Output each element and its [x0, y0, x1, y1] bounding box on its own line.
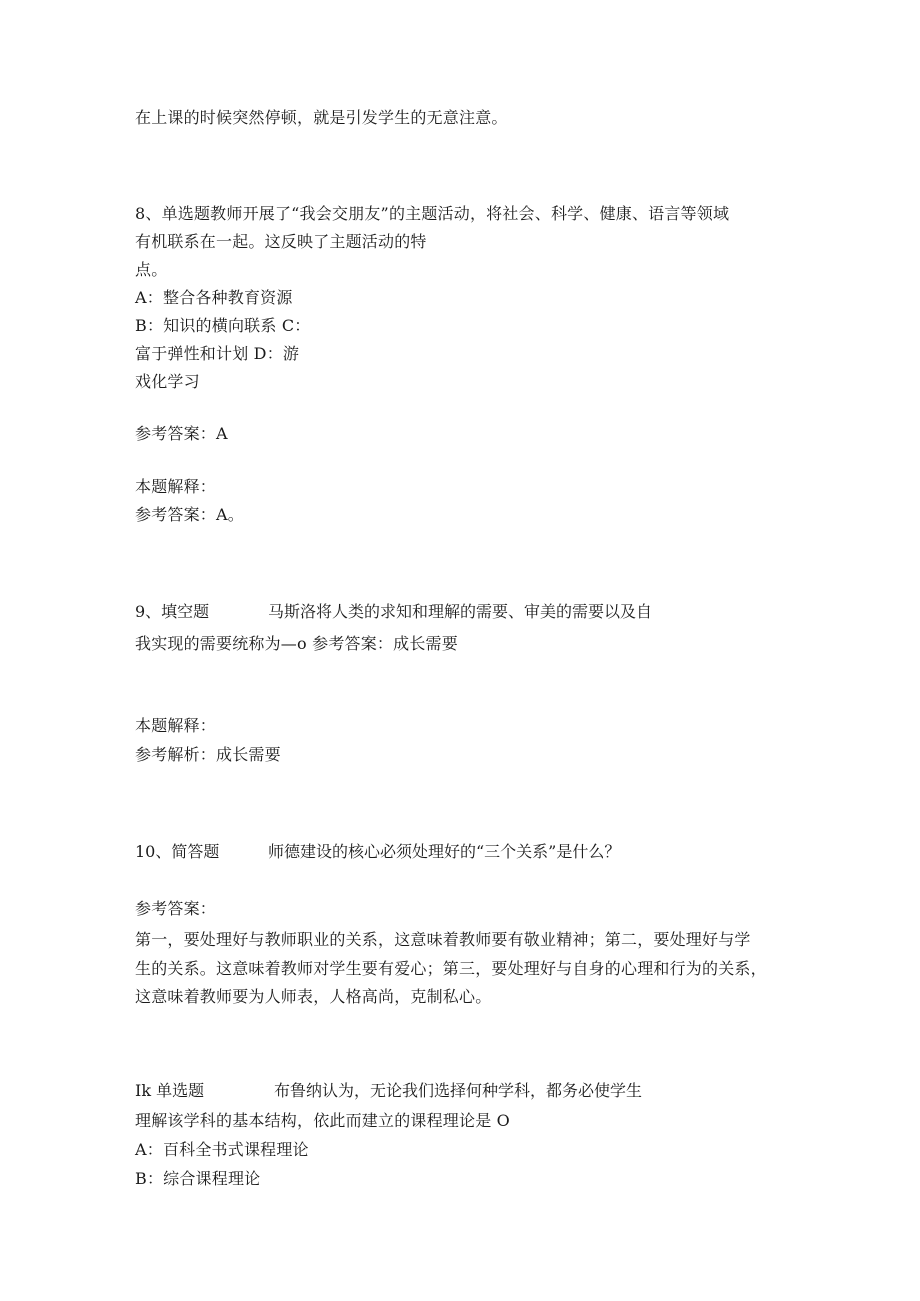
q8-option-a: A：整合各种教育资源	[135, 288, 293, 307]
q8-option-c-d: 富于弹性和计划 D：游	[135, 344, 300, 363]
q9-explain-label: 本题解释：	[135, 716, 217, 735]
q8-stem-line-1: 8、单选题教师开展了“我会交朋友”的主题活动，将社会、科学、健康、语言等领域	[135, 204, 730, 223]
q9-number-type: 9、填空题	[135, 602, 210, 621]
intro-text: 在上课的时候突然停顿，就是引发学生的无意注意。	[135, 108, 508, 127]
q8-explain-text: 参考答案：A。	[135, 505, 244, 524]
q10-stem: 师德建设的核心必须处理好的“三个关系”是什么？	[268, 842, 621, 861]
q11-stem-line-2: 理解该学科的基本结构，依此而建立的课程理论是 O	[135, 1111, 511, 1130]
q8-option-d-tail: 戏化学习	[135, 372, 200, 391]
q9-stem-line-1: 马斯洛将人类的求知和理解的需要、审美的需要以及自	[268, 602, 653, 621]
q11-number-type: Ik 单选题	[135, 1081, 205, 1100]
q10-answer-line-2: 生的关系。这意味着教师对学生要有爱心；第三，要处理好与自身的心理和行为的关系，	[135, 959, 767, 978]
q9-explain-text: 参考解析：成长需要	[135, 745, 281, 764]
q11-header	[135, 1081, 642, 1101]
q10-number-type: 10、简答题	[135, 842, 220, 861]
q11-stem-line-1: 布鲁纳认为，无论我们选择何种学科，都务必使学生	[274, 1081, 643, 1100]
q10-answer-line-3: 这意味着教师要为人师表，人格高尚，克制私心。	[135, 987, 492, 1006]
q10-header	[135, 842, 620, 862]
q8-option-b-c: B：知识的横向联系 C：	[135, 316, 311, 335]
q11-option-b: B：综合课程理论	[135, 1169, 261, 1188]
q8-explain-label: 本题解释：	[135, 477, 217, 496]
q8-answer: 参考答案：A	[135, 424, 228, 443]
q10-answer-line-1: 第一，要处理好与教师职业的关系，这意味着教师要有敬业精神；第二，要处理好与学	[135, 930, 751, 949]
q9-stem-line-2: 我实现的需要统称为—o 参考答案：成长需要	[135, 634, 458, 653]
q11-option-a: A：百科全书式课程理论	[135, 1140, 309, 1159]
q8-stem-line-3: 点。	[135, 260, 168, 279]
q8-stem-line-2: 有机联系在一起。这反映了主题活动的特	[135, 232, 427, 251]
q9-header	[135, 602, 652, 622]
q10-answer-label: 参考答案：	[135, 899, 217, 918]
